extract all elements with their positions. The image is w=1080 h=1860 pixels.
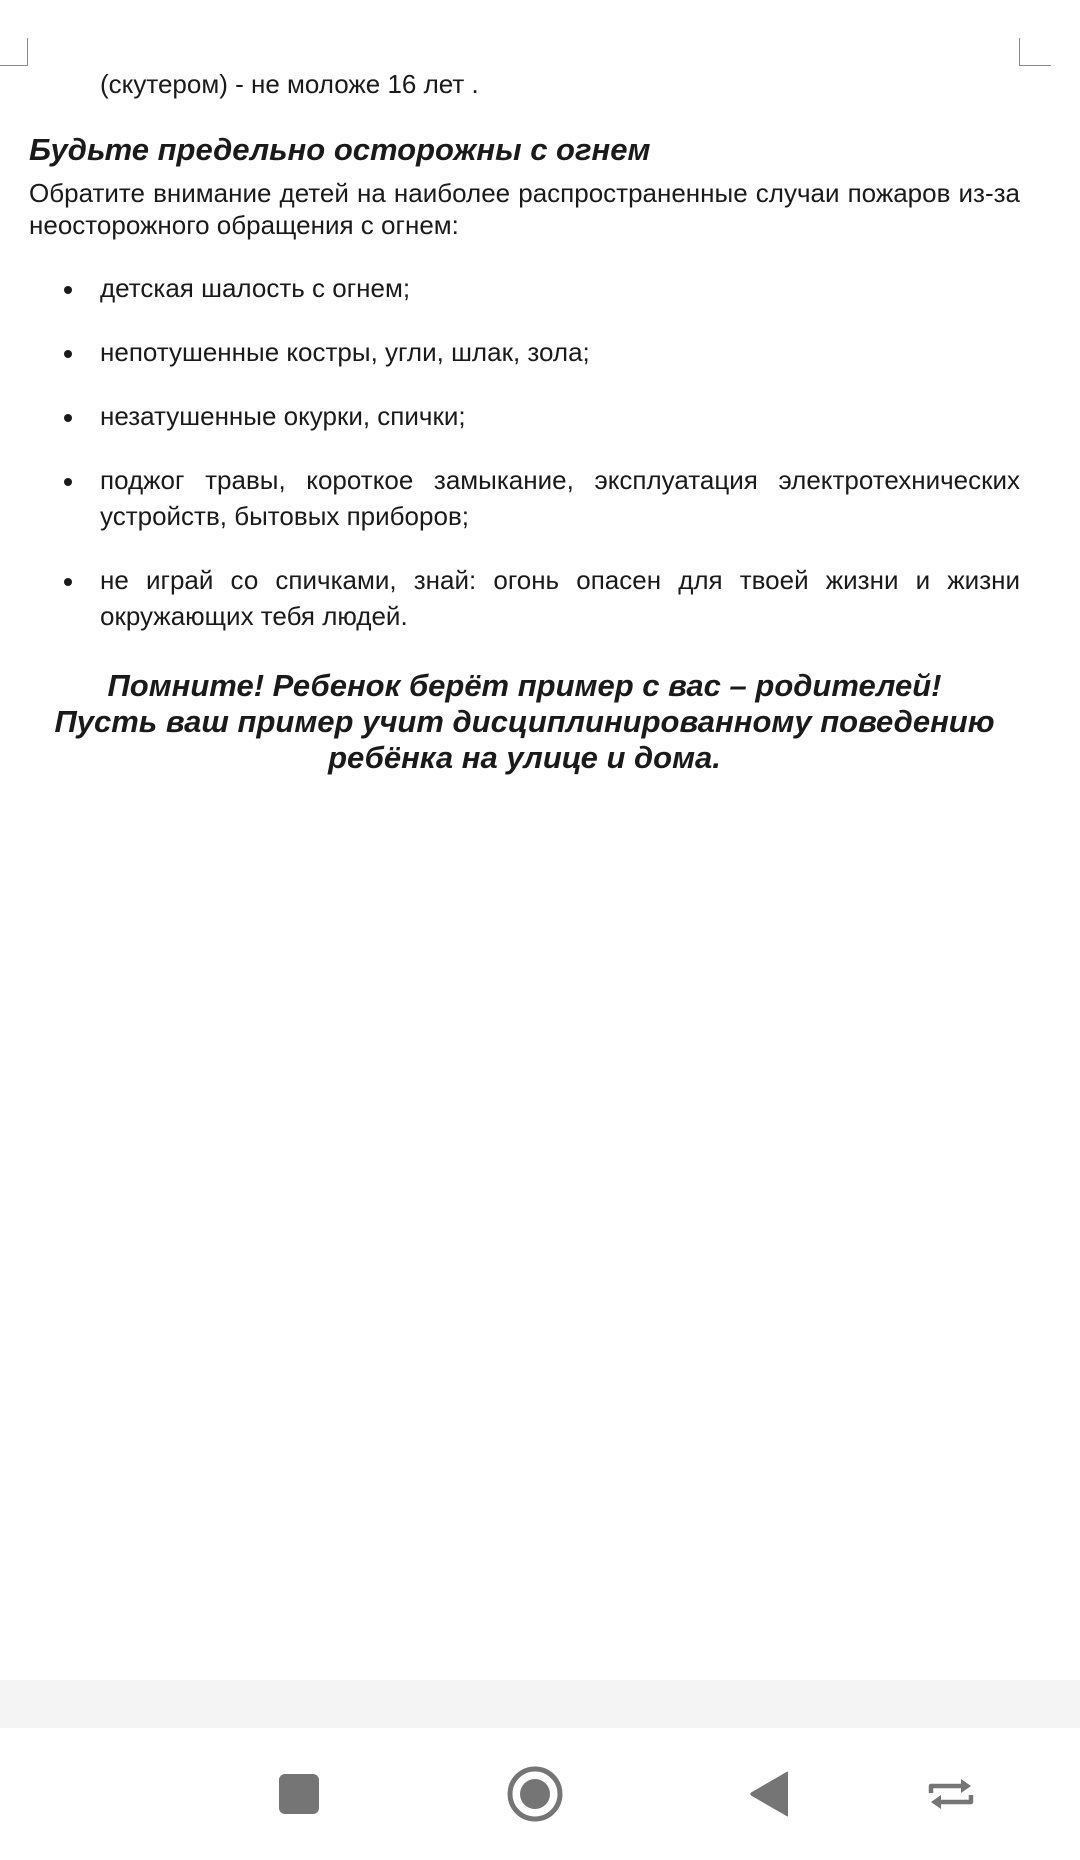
closing-line: ребёнка на улице и дома. (328, 740, 721, 775)
closing-line: Помните! Ребенок берёт пример с вас – родителей! (107, 668, 942, 703)
list-item-text: детская шалость с огнем; (100, 273, 411, 303)
continuation-text: (скутером) - не моложе 16 лет . (100, 69, 479, 99)
recent-apps-icon (278, 1773, 320, 1815)
bullet-icon (64, 478, 72, 486)
page-footer-strip (0, 1680, 1080, 1728)
closing-reminder (29, 668, 1020, 776)
bullet-icon (64, 578, 72, 586)
home-icon (506, 1765, 564, 1823)
page-corner-mark-right (1019, 38, 1051, 66)
section-heading: Будьте предельно осторожны с огнем (29, 132, 651, 167)
list-item-text: не играй со спичками, знай: огонь опасен для твоей жизни и жизни окружающих тебя людей. (100, 565, 1020, 631)
page-corner-mark-left (0, 38, 28, 66)
bullet-icon (64, 350, 72, 358)
system-navigation-bar (0, 1728, 1080, 1860)
rotate-button[interactable] (885, 1728, 1017, 1860)
bullet-icon (64, 414, 72, 422)
list-item-text: поджог травы, короткое замыкание, эксплуатация электротехнических устройств, бытовых приборов; (100, 465, 1020, 531)
list-item-text: незатушенные окурки, спички; (100, 401, 466, 431)
bullet-icon (64, 286, 72, 294)
back-icon (748, 1770, 792, 1818)
closing-line: Пусть ваш пример учит дисциплинированному поведению (54, 704, 995, 739)
back-button[interactable] (704, 1728, 836, 1860)
recent-apps-button[interactable] (233, 1728, 365, 1860)
intro-paragraph: Обратите внимание детей на наиболее распространенные случаи пожаров из-за неосторожного обращения с огнем: (29, 178, 1020, 240)
home-button[interactable] (469, 1728, 601, 1860)
rotate-icon (927, 1777, 975, 1811)
list-item-text: непотушенные костры, угли, шлак, зола; (100, 337, 590, 367)
